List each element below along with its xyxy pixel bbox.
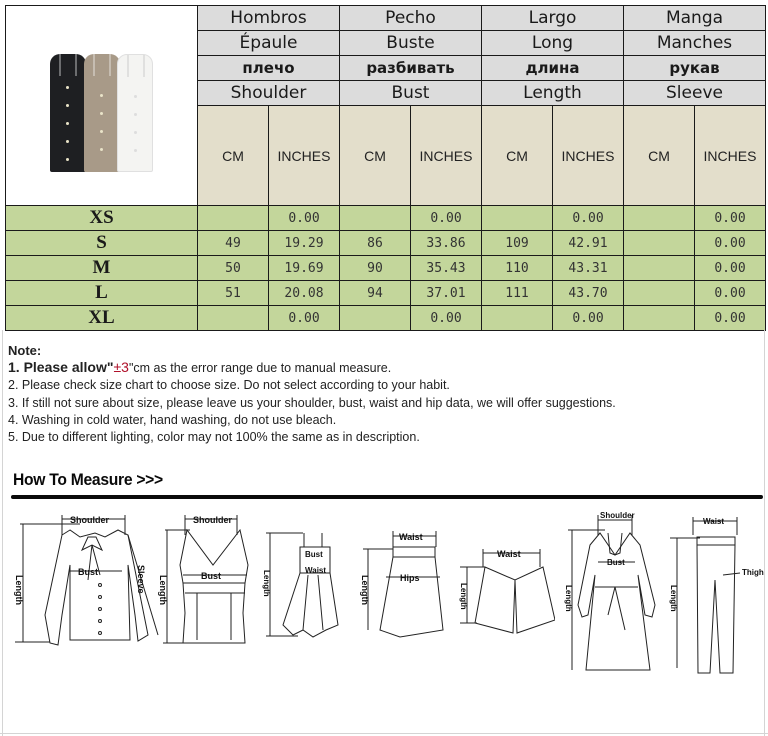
header-length-es: Largo bbox=[482, 6, 624, 31]
label-waist: Waist bbox=[497, 549, 521, 559]
product-image bbox=[6, 6, 197, 205]
note-item-5: 5. Due to different lighting, color may not 100% the same as in description. bbox=[8, 430, 420, 445]
header-bust-fr: Buste bbox=[340, 31, 482, 56]
size-row-s bbox=[6, 231, 766, 256]
dress-tan-image bbox=[84, 54, 120, 172]
note-item-4: 4. Washing in cold water, hand washing, do not use bleach. bbox=[8, 412, 337, 427]
value-cell: 0.00 bbox=[269, 306, 340, 331]
blouse-diagram bbox=[10, 505, 160, 655]
unit-label: INCHES bbox=[553, 106, 624, 206]
note-item-1-suffix: "cm as the error range due to manual measure. bbox=[128, 361, 392, 376]
pants-diagram bbox=[665, 505, 765, 685]
label-shoulder: Shoulder bbox=[600, 511, 635, 520]
label-bust: Bust bbox=[607, 558, 625, 567]
dress-black-image bbox=[50, 54, 86, 172]
value-cell: 0.00 bbox=[695, 256, 766, 281]
header-bust-ru: разбивать bbox=[340, 56, 482, 81]
value-cell: 19.29 bbox=[269, 231, 340, 256]
header-sleeve-es: Manga bbox=[624, 6, 766, 31]
label-bust: Bust bbox=[78, 567, 98, 577]
frame-border-bottom bbox=[0, 733, 768, 734]
value-cell: 111 bbox=[482, 281, 553, 306]
header-bust-es: Pecho bbox=[340, 6, 482, 31]
header-sleeve-fr: Manches bbox=[624, 31, 766, 56]
value-cell: 0.00 bbox=[411, 306, 482, 331]
unit-label: CM bbox=[624, 106, 695, 206]
size-label: S bbox=[6, 231, 198, 256]
value-cell: 19.69 bbox=[269, 256, 340, 281]
label-waist: Waist bbox=[305, 566, 327, 575]
measure-diagrams bbox=[0, 505, 768, 685]
value-cell: 51 bbox=[198, 281, 269, 306]
label-length: Length bbox=[262, 570, 271, 597]
header-row-spanish bbox=[6, 6, 766, 31]
value-cell: 43.31 bbox=[553, 256, 624, 281]
tank-top-diagram bbox=[155, 505, 255, 655]
size-row-xs bbox=[6, 206, 766, 231]
value-cell bbox=[340, 306, 411, 331]
value-cell: 33.86 bbox=[411, 231, 482, 256]
header-length-fr: Long bbox=[482, 31, 624, 56]
unit-label: INCHES bbox=[269, 106, 340, 206]
value-cell: 37.01 bbox=[411, 281, 482, 306]
value-cell bbox=[198, 206, 269, 231]
dress-diagram bbox=[258, 505, 358, 655]
value-cell: 0.00 bbox=[553, 306, 624, 331]
label-waist: Waist bbox=[703, 517, 725, 526]
value-cell: 90 bbox=[340, 256, 411, 281]
value-cell bbox=[624, 306, 695, 331]
value-cell bbox=[624, 231, 695, 256]
label-sleeve: Sleeve bbox=[136, 565, 146, 594]
label-length: Length bbox=[14, 575, 24, 605]
label-waist: Waist bbox=[399, 532, 423, 542]
coat-diagram bbox=[560, 505, 660, 685]
notes-section bbox=[8, 342, 616, 446]
value-cell: 50 bbox=[198, 256, 269, 281]
header-bust-en: Bust bbox=[340, 81, 482, 106]
note-item-2: 2. Please check size chart to choose size. Do not select according to your habit. bbox=[8, 378, 450, 393]
label-length: Length bbox=[564, 585, 573, 612]
value-cell: 86 bbox=[340, 231, 411, 256]
label-thigh: Thigh bbox=[742, 568, 764, 577]
value-cell: 110 bbox=[482, 256, 553, 281]
size-label: M bbox=[6, 256, 198, 281]
value-cell bbox=[340, 206, 411, 231]
value-cell: 20.08 bbox=[269, 281, 340, 306]
value-cell: 49 bbox=[198, 231, 269, 256]
note-item-1 bbox=[8, 359, 616, 377]
value-cell bbox=[198, 306, 269, 331]
size-row-m bbox=[6, 256, 766, 281]
header-sleeve-ru: рукав bbox=[624, 56, 766, 81]
label-length: Length bbox=[669, 585, 678, 612]
value-cell bbox=[482, 206, 553, 231]
note-item-1-tolerance: ±3 bbox=[113, 359, 129, 376]
size-chart-table bbox=[5, 5, 766, 331]
label-length: Length bbox=[459, 583, 468, 610]
header-sleeve-en: Sleeve bbox=[624, 81, 766, 106]
value-cell: 0.00 bbox=[269, 206, 340, 231]
value-cell bbox=[624, 256, 695, 281]
product-image-cell bbox=[6, 6, 198, 206]
header-length-ru: длина bbox=[482, 56, 624, 81]
size-label: XL bbox=[6, 306, 198, 331]
value-cell: 0.00 bbox=[411, 206, 482, 231]
header-length-en: Length bbox=[482, 81, 624, 106]
value-cell bbox=[624, 281, 695, 306]
unit-label: INCHES bbox=[411, 106, 482, 206]
value-cell: 0.00 bbox=[695, 281, 766, 306]
header-shoulder-en: Shoulder bbox=[198, 81, 340, 106]
value-cell: 0.00 bbox=[695, 231, 766, 256]
value-cell bbox=[482, 306, 553, 331]
label-bust: Bust bbox=[305, 550, 323, 559]
value-cell: 35.43 bbox=[411, 256, 482, 281]
notes-title: Note: bbox=[8, 343, 42, 358]
how-to-measure-title: How To Measure >>> bbox=[13, 470, 163, 489]
value-cell bbox=[624, 206, 695, 231]
value-cell: 43.70 bbox=[553, 281, 624, 306]
label-shoulder: Shoulder bbox=[193, 515, 233, 525]
label-bust: Bust bbox=[201, 571, 221, 581]
size-row-l bbox=[6, 281, 766, 306]
shorts-diagram bbox=[455, 505, 555, 655]
value-cell: 94 bbox=[340, 281, 411, 306]
unit-label: CM bbox=[482, 106, 553, 206]
header-shoulder-ru: плечо bbox=[198, 56, 340, 81]
unit-label: INCHES bbox=[695, 106, 766, 206]
unit-label: CM bbox=[198, 106, 269, 206]
label-length: Length bbox=[158, 575, 168, 605]
size-label: XS bbox=[6, 206, 198, 231]
value-cell: 109 bbox=[482, 231, 553, 256]
note-item-3: 3. If still not sure about size, please leave us your shoulder, bust, waist and hip data, we will offer suggestions. bbox=[8, 395, 616, 410]
label-shoulder: Shoulder bbox=[70, 515, 110, 525]
skirt-diagram bbox=[358, 505, 453, 655]
size-label: L bbox=[6, 281, 198, 306]
note-item-1-prefix: 1. Please allow" bbox=[8, 359, 114, 376]
header-shoulder-fr: Épaule bbox=[198, 31, 340, 56]
header-shoulder-es: Hombros bbox=[198, 6, 340, 31]
value-cell: 42.91 bbox=[553, 231, 624, 256]
label-length: Length bbox=[360, 575, 370, 605]
section-divider bbox=[11, 495, 763, 499]
value-cell: 0.00 bbox=[695, 206, 766, 231]
value-cell: 0.00 bbox=[553, 206, 624, 231]
label-hips: Hips bbox=[400, 573, 420, 583]
dress-white-image bbox=[117, 54, 153, 172]
value-cell: 0.00 bbox=[695, 306, 766, 331]
unit-label: CM bbox=[340, 106, 411, 206]
size-row-xl bbox=[6, 306, 766, 331]
